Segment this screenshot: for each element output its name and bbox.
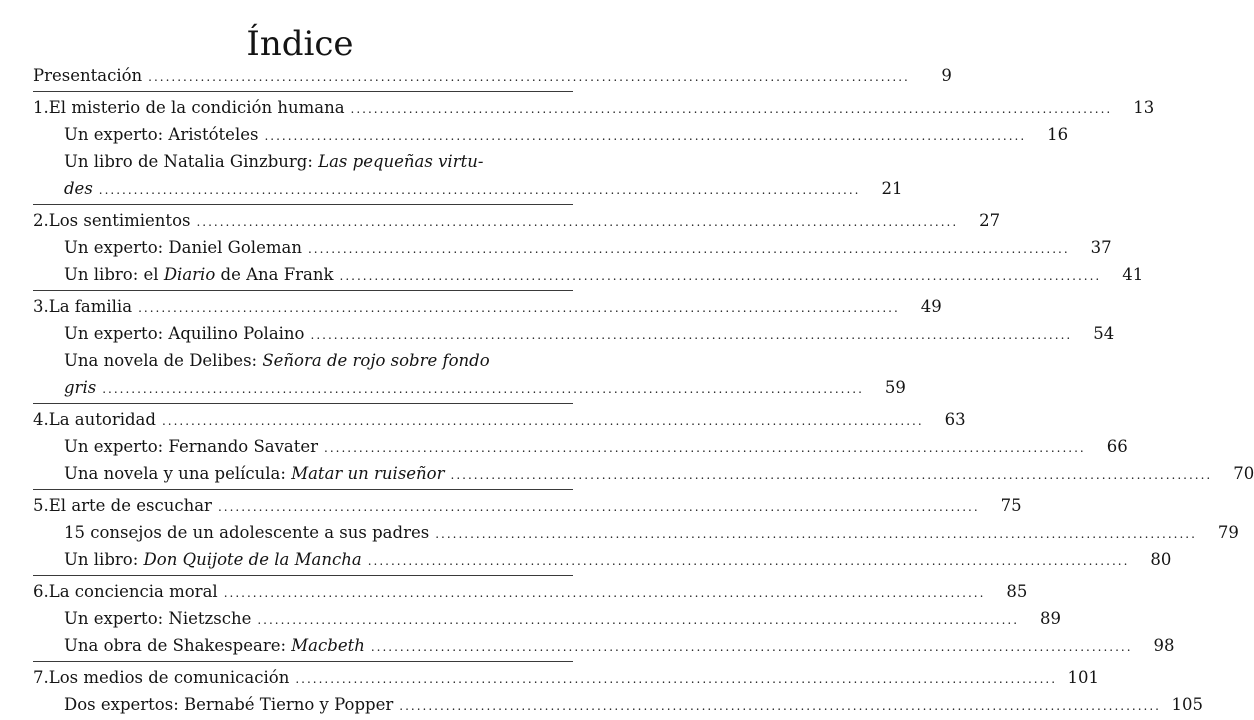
dot-leader: ................................................................................................................................... [138,301,900,315]
entry-page-number: 89 [1040,609,1062,628]
chapter-number: 2. [33,211,49,230]
dot-leader: ................................................................................................................................... [370,640,1133,654]
toc-subentry [33,433,1128,460]
dot-leader: ................................................................................................................................... [367,554,1130,568]
entry-label: La autoridad [48,410,156,429]
entry-label: Dos expertos: Bernabé Tierno y Popper [64,695,394,714]
entry-page-number: 75 [1000,496,1022,515]
entry-label: Una novela y una película: Matar un ruiseñor [64,464,445,483]
entry-label: Un experto: Nietzsche [64,609,252,628]
toc-entry-presentacion [33,62,952,89]
toc-chapter-3 [33,293,942,320]
entry-label: Un libro: Don Quijote de la Mancha [64,550,362,569]
toc-subentry [33,632,1175,659]
toc-chapter-1 [33,94,1155,121]
work-title: gris [64,378,97,397]
entry-page-number: 66 [1106,437,1128,456]
toc-subentry [33,234,1112,261]
toc-subentry-continued [33,374,906,401]
toc-subentry [33,320,1115,347]
dot-leader: ................................................................................................................................... [307,242,1070,256]
toc-chapter-4 [33,406,966,433]
entry-label: Presentación [33,66,143,85]
dot-leader: ................................................................................................................................... [435,527,1197,541]
dot-leader: ................................................................................................................................... [196,215,959,229]
entry-label: La familia [48,297,133,316]
chapter-number: 6. [33,582,49,601]
dot-leader: ................................................................................................................................... [350,102,1113,116]
entry-label: Un experto: Aquilino Polaino [64,324,305,343]
toc-chapter-6 [33,578,1028,605]
dot-leader: ................................................................................................................................... [102,382,864,396]
entry-label: Un experto: Aristóteles [64,125,259,144]
section-divider [33,91,573,92]
entry-page-number: 27 [979,211,1001,230]
entry-label: La conciencia moral [48,582,218,601]
entry-label: Un experto: Daniel Goleman [64,238,302,257]
entry-page-number: 80 [1150,550,1172,569]
entry-page-number: 59 [884,378,906,397]
entry-page-number: 79 [1217,523,1239,542]
entry-page-number: 70 [1233,464,1254,483]
page-title: Índice [246,24,354,64]
dot-leader: ................................................................................................................................... [450,468,1213,482]
toc-subentry [33,121,1069,148]
toc-subentry-first-line [33,347,573,374]
entry-page-number: 37 [1090,238,1112,257]
entry-page-number: 98 [1153,636,1175,655]
dot-leader: ................................................................................................................................... [339,269,1102,283]
entry-page-number: 54 [1093,324,1115,343]
work-title: Don Quijote de la Mancha [143,550,362,569]
chapter-number: 7. [33,668,49,687]
entry-page-number: 41 [1122,265,1144,284]
toc-subentry [33,261,1144,288]
chapter-number: 4. [33,410,49,429]
work-title: Macbeth [291,636,365,655]
toc-subentry [33,460,1254,487]
toc-subentry [33,691,1203,718]
dot-leader: ................................................................................................................................... [324,441,1086,455]
chapter-number: 5. [33,496,49,515]
entry-label: Una novela de Delibes: [64,351,263,370]
entry-label: El arte de escuchar [48,496,212,515]
entry-page-number: 13 [1133,98,1155,117]
dot-leader: ................................................................................................................................... [310,328,1073,342]
dot-leader: ................................................................................................................................... [399,699,1161,713]
dot-leader: ................................................................................................................................... [264,129,1027,143]
table-of-contents [33,62,1254,718]
dot-leader: ................................................................................................................................... [148,70,910,84]
section-divider [33,403,573,404]
dot-leader: ................................................................................................................................... [223,586,986,600]
entry-label: Los medios de comunicación [48,668,290,687]
dot-leader: ................................................................................................................................... [295,672,1058,686]
entry-page-number: 21 [881,179,903,198]
toc-subentry [33,605,1062,632]
toc-subentry-first-line [33,148,573,175]
entry-label: Los sentimientos [48,211,191,230]
section-divider [33,204,573,205]
dot-leader: ................................................................................................................................... [257,613,1020,627]
entry-label: 15 consejos de un adolescente a sus padres [64,523,430,542]
dot-leader: ................................................................................................................................... [161,414,924,428]
entry-label: Una obra de Shakespeare: Macbeth [64,636,365,655]
entry-page-number: 105 [1171,695,1203,714]
entry-label: Un libro: el Diario de Ana Frank [64,265,334,284]
toc-subentry-continued [33,175,903,202]
work-title: Las pequeñas virtu- [318,152,484,171]
entry-label: El misterio de la condición humana [48,98,345,117]
dot-leader: ................................................................................................................................... [98,183,861,197]
work-title: des [64,179,93,198]
chapter-number: 3. [33,297,49,316]
chapter-number: 1. [33,98,49,117]
section-divider [33,575,573,576]
section-divider [33,290,573,291]
entry-page-number: 49 [920,297,942,316]
toc-chapter-7 [33,664,1100,691]
dot-leader: ................................................................................................................................... [217,500,980,514]
toc-chapter-5 [33,492,1022,519]
entry-page-number: 9 [941,66,952,85]
entry-page-number: 101 [1067,668,1100,687]
work-title: Diario [163,265,216,284]
section-divider [33,489,573,490]
toc-chapter-2 [33,207,1001,234]
entry-page-number: 16 [1047,125,1069,144]
entry-page-number: 63 [944,410,966,429]
toc-subentry [33,546,1172,573]
work-title: Matar un ruiseñor [291,464,445,483]
entry-label: Un libro de Natalia Ginzburg: [64,152,319,171]
toc-subentry [33,519,1239,546]
entry-label: Un experto: Fernando Savater [64,437,319,456]
section-divider [33,661,573,662]
entry-page-number: 85 [1006,582,1028,601]
work-title: Señora de rojo sobre fondo [262,351,490,370]
